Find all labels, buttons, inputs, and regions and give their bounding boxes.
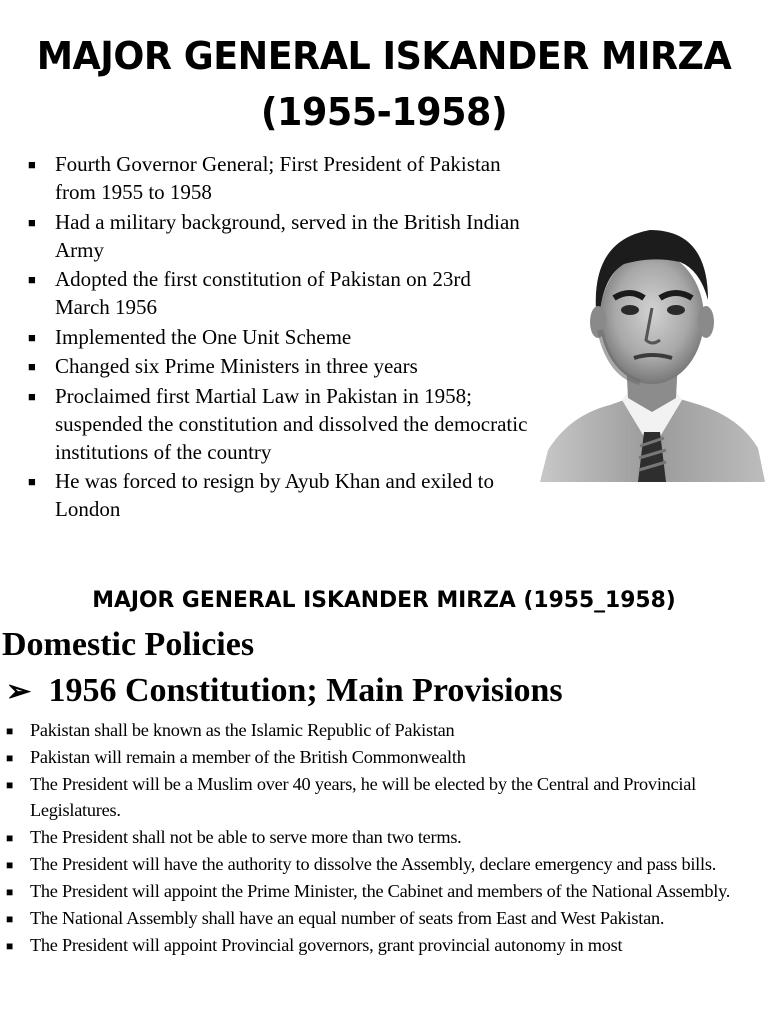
bullet-text: Implemented the One Unit Scheme	[55, 324, 352, 349]
slide1-bullet-list	[28, 150, 528, 525]
list-item	[28, 382, 528, 466]
list-item	[6, 905, 768, 931]
list-item	[28, 208, 528, 264]
list-item	[28, 265, 528, 321]
bullet-text: Had a military background, served in the British Indian Army	[55, 209, 520, 262]
slide1-title-years: (1955-1958)	[260, 90, 508, 134]
list-item	[6, 717, 768, 743]
slide1-title-name: MAJOR GENERAL ISKANDER MIRZA	[36, 34, 732, 78]
list-item	[28, 467, 528, 523]
bullet-text: Fourth Governor General; First President of Pakistan from 1955 to 1958	[55, 152, 501, 204]
bullet-text: Pakistan shall be known as the Islamic Republic of Pakistan	[30, 720, 455, 740]
bullet-text: Pakistan will remain a member of the British Commonwealth	[30, 747, 466, 767]
bullet-text: The President shall not be able to serve more than two terms.	[30, 827, 462, 847]
portrait-photo	[540, 200, 765, 482]
bullet-text: The President will appoint Provincial governors, grant provincial autonomy in most	[30, 935, 623, 955]
square-bullet-icon: ■	[28, 474, 36, 489]
bullet-text: The President will have the authority to dissolve the Assembly, declare emergency and pass bills.	[30, 854, 717, 874]
list-item	[6, 878, 768, 904]
square-bullet-icon: ■	[6, 724, 13, 738]
square-bullet-icon: ■	[6, 778, 13, 792]
square-bullet-icon: ■	[28, 272, 36, 287]
square-bullet-icon: ■	[6, 912, 13, 926]
list-item	[6, 851, 768, 877]
square-bullet-icon: ■	[6, 858, 13, 872]
slide1-title	[15, 28, 752, 140]
list-item	[28, 150, 528, 206]
bullet-text: Adopted the first constitution of Pakistan on 23rd March 1956	[55, 267, 471, 319]
slide2-heading: Domestic Policies	[2, 626, 255, 663]
bullet-text: He was forced to resign by Ayub Khan and exiled to London	[55, 469, 494, 521]
subheading-text: 1956 Constitution; Main Provisions	[48, 672, 563, 709]
square-bullet-icon: ■	[28, 329, 36, 345]
list-item	[6, 824, 768, 850]
slide2-subheading	[6, 669, 563, 714]
list-item	[28, 323, 528, 351]
square-bullet-icon: ■	[28, 359, 36, 374]
list-item	[6, 744, 768, 770]
square-bullet-icon: ■	[28, 388, 36, 404]
square-bullet-icon: ■	[6, 751, 13, 765]
bullet-text: The National Assembly shall have an equal number of seats from East and West Pakistan.	[30, 908, 665, 928]
square-bullet-icon: ■	[28, 157, 36, 172]
slide2-title: MAJOR GENERAL ISKANDER MIRZA (1955_1958)	[92, 587, 676, 613]
square-bullet-icon: ■	[6, 831, 13, 845]
bullet-text: Proclaimed first Martial Law in Pakistan in 1958; suspended the constitution and dissolved the democratic institutions of the country	[55, 383, 528, 464]
square-bullet-icon: ■	[6, 885, 13, 899]
slide2-bullet-list	[6, 717, 768, 959]
square-bullet-icon: ■	[28, 214, 36, 230]
list-item	[6, 932, 768, 958]
bullet-text: Changed six Prime Ministers in three years	[55, 354, 418, 378]
list-item	[6, 771, 768, 823]
arrow-bullet-icon: ➢	[6, 675, 32, 708]
bullet-text: The President will appoint the Prime Minister, the Cabinet and members of the National Assembly.	[30, 881, 731, 901]
bullet-text: The President will be a Muslim over 40 years, he will be elected by the Central and Provincial Legislatures.	[30, 774, 696, 820]
square-bullet-icon: ■	[6, 939, 13, 953]
list-item	[28, 352, 528, 380]
